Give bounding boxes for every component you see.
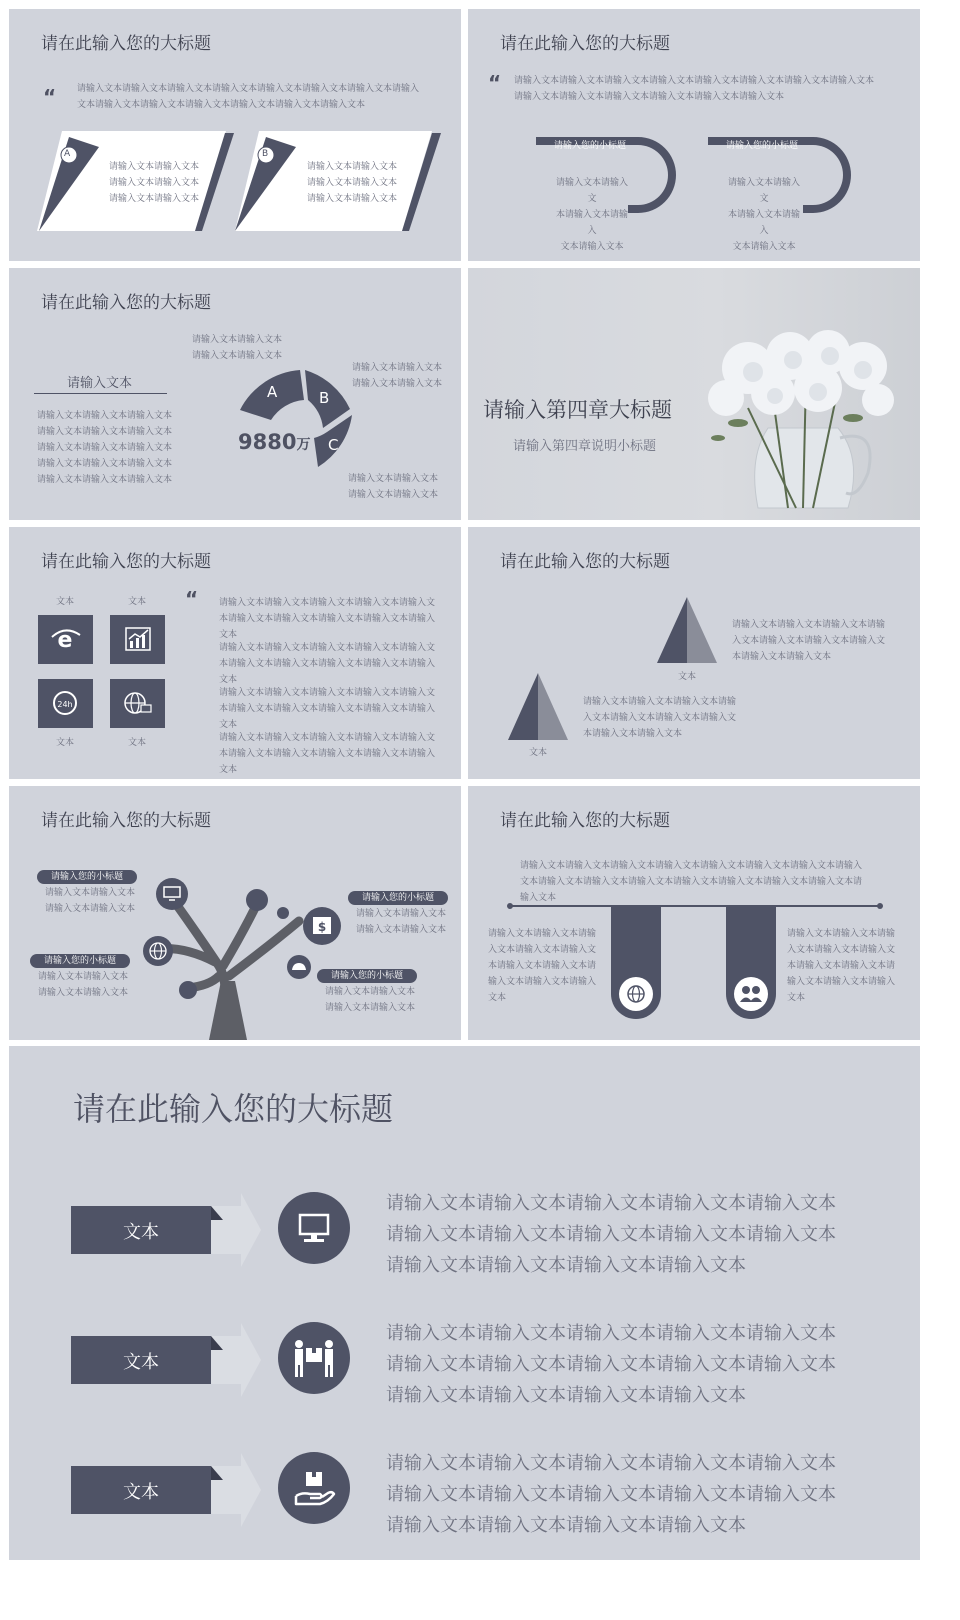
slide-6 [468, 527, 920, 779]
text-line: 请输入文本请输入文本请输入文本 [37, 443, 173, 453]
svg-text:24h: 24h [57, 700, 73, 709]
text-line: 文本请输入文本 [732, 242, 796, 252]
slide-3 [9, 268, 461, 520]
slide-title: 请在此输入您的大标题 [41, 811, 211, 831]
text-line: 请输入文本请输入文 [727, 178, 800, 204]
ie-icon [38, 615, 93, 664]
paragraph: 请输入文本请输入文本请输入文本请输入文本请输入文本请输入文本请输入文本请输入文本请输入文本请输入文本 [219, 688, 436, 730]
slide-title: 请在此输入您的大标题 [500, 552, 670, 572]
branch-text [356, 906, 446, 938]
segment-label-a: A [267, 383, 278, 401]
flower-vase-image [678, 308, 908, 520]
icon-label: 文本 [56, 597, 75, 607]
text-line: 请输入文本请输入文本 [38, 988, 129, 998]
slide-title: 请在此输入您的大标题 [41, 552, 211, 572]
branch-label: 请输入您的小标题 [348, 891, 448, 905]
slide-title: 请在此输入您的大标题 [41, 34, 211, 54]
row-text: 请输入文本请输入文本请输入文本请输入文本请输入文本请输入文本请输入文本请输入文本请输入文本请输入文本请输入文本请输入文本请输入文本请输入文本 [386, 1323, 836, 1406]
text-line: 请输入文本请输入文本请输入文本 [37, 459, 173, 469]
right-text: 请输入文本请输入文本请输入文本请输入文本请输入文本请输入文本请输入文本请输入文本请输入文本请输入文本 [787, 929, 896, 1003]
value-number: 9880 [238, 430, 297, 454]
card-line: 请输入文本请输入文本 [109, 194, 200, 204]
pyramid-text: 请输入文本请输入文本请输入文本请输入文本请输入文本请输入文本请输入文本请输入文本请输入文本 [732, 620, 886, 662]
left-text: 请输入文本请输入文本请输入文本请输入文本请输入文本请输入文本请输入文本请输入文本请输入文本请输入文本 [488, 929, 597, 1003]
delivery-icon [290, 1334, 338, 1382]
text-line: 请输入文本请输入文本 [356, 925, 447, 935]
row-text: 请输入文本请输入文本请输入文本请输入文本请输入文本请输入文本请输入文本请输入文本请输入文本请输入文本请输入文本请输入文本请输入文本请输入文本 [386, 1453, 836, 1536]
text-line: 请输入文本请输入文本 [352, 363, 443, 373]
arc-label-2: 请输入您的小标题 [726, 141, 799, 151]
24h-icon [38, 679, 93, 728]
text-line: 请输入文本请输入文本 [348, 474, 439, 484]
intro-text: 请输入文本请输入文本请输入文本请输入文本请输入文本请输入文本请输入文本请输入文本请输入文本请输入文本请输入文本请输入文本请输入文本请输入文本 [77, 84, 420, 110]
segment-label-c: C [328, 436, 339, 454]
text-line: 请输入文本请输入文本 [45, 888, 136, 898]
row-label: 文本 [123, 1222, 159, 1243]
intro-text: 请输入文本请输入文本请输入文本请输入文本请输入文本请输入文本请输入文本请输入文本请输入文本请输入文本请输入文本请输入文本请输入文本请输入文本请输入文本请输入文本 [520, 861, 863, 903]
row-text: 请输入文本请输入文本请输入文本请输入文本请输入文本请输入文本请输入文本请输入文本请输入文本请输入文本请输入文本请输入文本请输入文本请输入文本 [386, 1193, 836, 1276]
text-line: 请输入文本请输入文 [555, 178, 628, 204]
text-line: 请输入文本请输入文本 [192, 335, 283, 345]
card-line: 请输入文本请输入文本 [307, 178, 398, 188]
text-line: 请输入文本请输入文本请输入文本 [37, 475, 173, 485]
branch-label: 请输入您的小标题 [317, 969, 417, 983]
card-line: 请输入文本请输入文本 [109, 178, 200, 188]
slide-1 [9, 9, 461, 261]
row-label: 文本 [123, 1482, 159, 1503]
card-line: 请输入文本请输入文本 [307, 194, 398, 204]
monitor-icon [294, 1209, 334, 1249]
text-line: 请输入文本请输入文本 [192, 351, 283, 361]
card-letter-b: B [262, 149, 269, 159]
section-heading: 请输入文本 [67, 376, 133, 391]
branch-text [38, 969, 128, 1001]
text-line: 请输入文本请输入文本 [45, 904, 136, 914]
text-line: 请输入文本请输入文本 [348, 490, 439, 500]
chart-icon [110, 615, 165, 664]
slide-5 [9, 527, 461, 779]
text-line: 请输入文本请输入文本请输入文本 [37, 411, 173, 421]
text-line: 请输入文本请输入文本 [352, 379, 443, 389]
card-letter-a: A [64, 149, 71, 159]
slide-8 [468, 786, 920, 1040]
row-label: 文本 [123, 1352, 159, 1373]
intro-text: 请输入文本请输入文本请输入文本请输入文本请输入文本请输入文本请输入文本请输入文本请输入文本请输入文本请输入文本请输入文本请输入文本请输入文本 [514, 76, 875, 102]
big-number [238, 430, 310, 454]
segmented-arc-chart [9, 268, 461, 520]
pyramid-text: 请输入文本请输入文本请输入文本请输入文本请输入文本请输入文本请输入文本请输入文本请输入文本 [583, 697, 737, 739]
card-line: 请输入文本请输入文本 [307, 162, 398, 172]
value-unit: 万 [296, 437, 311, 453]
hand-box-icon [292, 1466, 336, 1510]
parallelogram-cards [9, 9, 461, 261]
slide-title: 请在此输入您的大标题 [73, 1090, 394, 1128]
text-line: 请输入文本请输入文本 [356, 909, 447, 919]
text-line: 请输入文本请输入文本 [325, 987, 416, 997]
globe-screen-icon [110, 679, 165, 728]
branch-label: 请输入您的小标题 [37, 870, 137, 884]
text-line: 请输入文本请输入文本 [325, 1003, 416, 1013]
card-a-text [109, 159, 199, 207]
text-line: 文本请输入文本 [560, 242, 624, 252]
arc-label-1: 请输入您的小标题 [554, 141, 627, 151]
segment-label-b: B [319, 389, 330, 407]
quote-mark: “ [43, 85, 57, 109]
slide-4 [468, 268, 920, 520]
quote-mark: “ [185, 587, 199, 611]
svg-text:e: e [57, 628, 73, 653]
chapter-title: 请输入第四章大标题 [483, 398, 672, 422]
chapter-subtitle: 请输入第四章说明小标题 [513, 439, 657, 454]
slide-2 [468, 9, 920, 261]
paragraph: 请输入文本请输入文本请输入文本请输入文本请输入文本请输入文本请输入文本请输入文本请输入文本请输入文本 [219, 733, 436, 775]
slide-title: 请在此输入您的大标题 [41, 293, 211, 313]
arc-text-1 [552, 175, 632, 255]
card-b-text [307, 159, 397, 207]
branch-text [45, 885, 135, 917]
text-line: 请输入文本请输入文本 [38, 972, 129, 982]
slide-title: 请在此输入您的大标题 [500, 34, 670, 54]
text-line: 请输入文本请输入文本请输入文本 [37, 427, 173, 437]
quote-mark: “ [488, 71, 502, 95]
text-line: 本请输入文本请输入 [555, 210, 628, 236]
icon-label: 文本 [128, 597, 147, 607]
icon-label: 文本 [56, 738, 75, 748]
svg-text:$: $ [317, 920, 327, 934]
arc-shapes [468, 9, 920, 261]
branch-label: 请输入您的小标题 [30, 954, 130, 968]
paragraph: 请输入文本请输入文本请输入文本请输入文本请输入文本请输入文本请输入文本请输入文本请输入文本请输入文本 [219, 598, 436, 640]
branch-text [325, 984, 415, 1016]
arc-text-2 [724, 175, 804, 255]
pyramid-label: 文本 [529, 748, 548, 758]
slide-title: 请在此输入您的大标题 [500, 811, 670, 831]
slide-7 [9, 786, 461, 1040]
card-line: 请输入文本请输入文本 [109, 162, 200, 172]
icon-label: 文本 [128, 738, 147, 748]
text-line: 本请输入文本请输入 [727, 210, 800, 236]
paragraph: 请输入文本请输入文本请输入文本请输入文本请输入文本请输入文本请输入文本请输入文本请输入文本请输入文本 [219, 643, 436, 685]
slide-9 [9, 1046, 920, 1560]
pyramid-label: 文本 [678, 672, 697, 682]
